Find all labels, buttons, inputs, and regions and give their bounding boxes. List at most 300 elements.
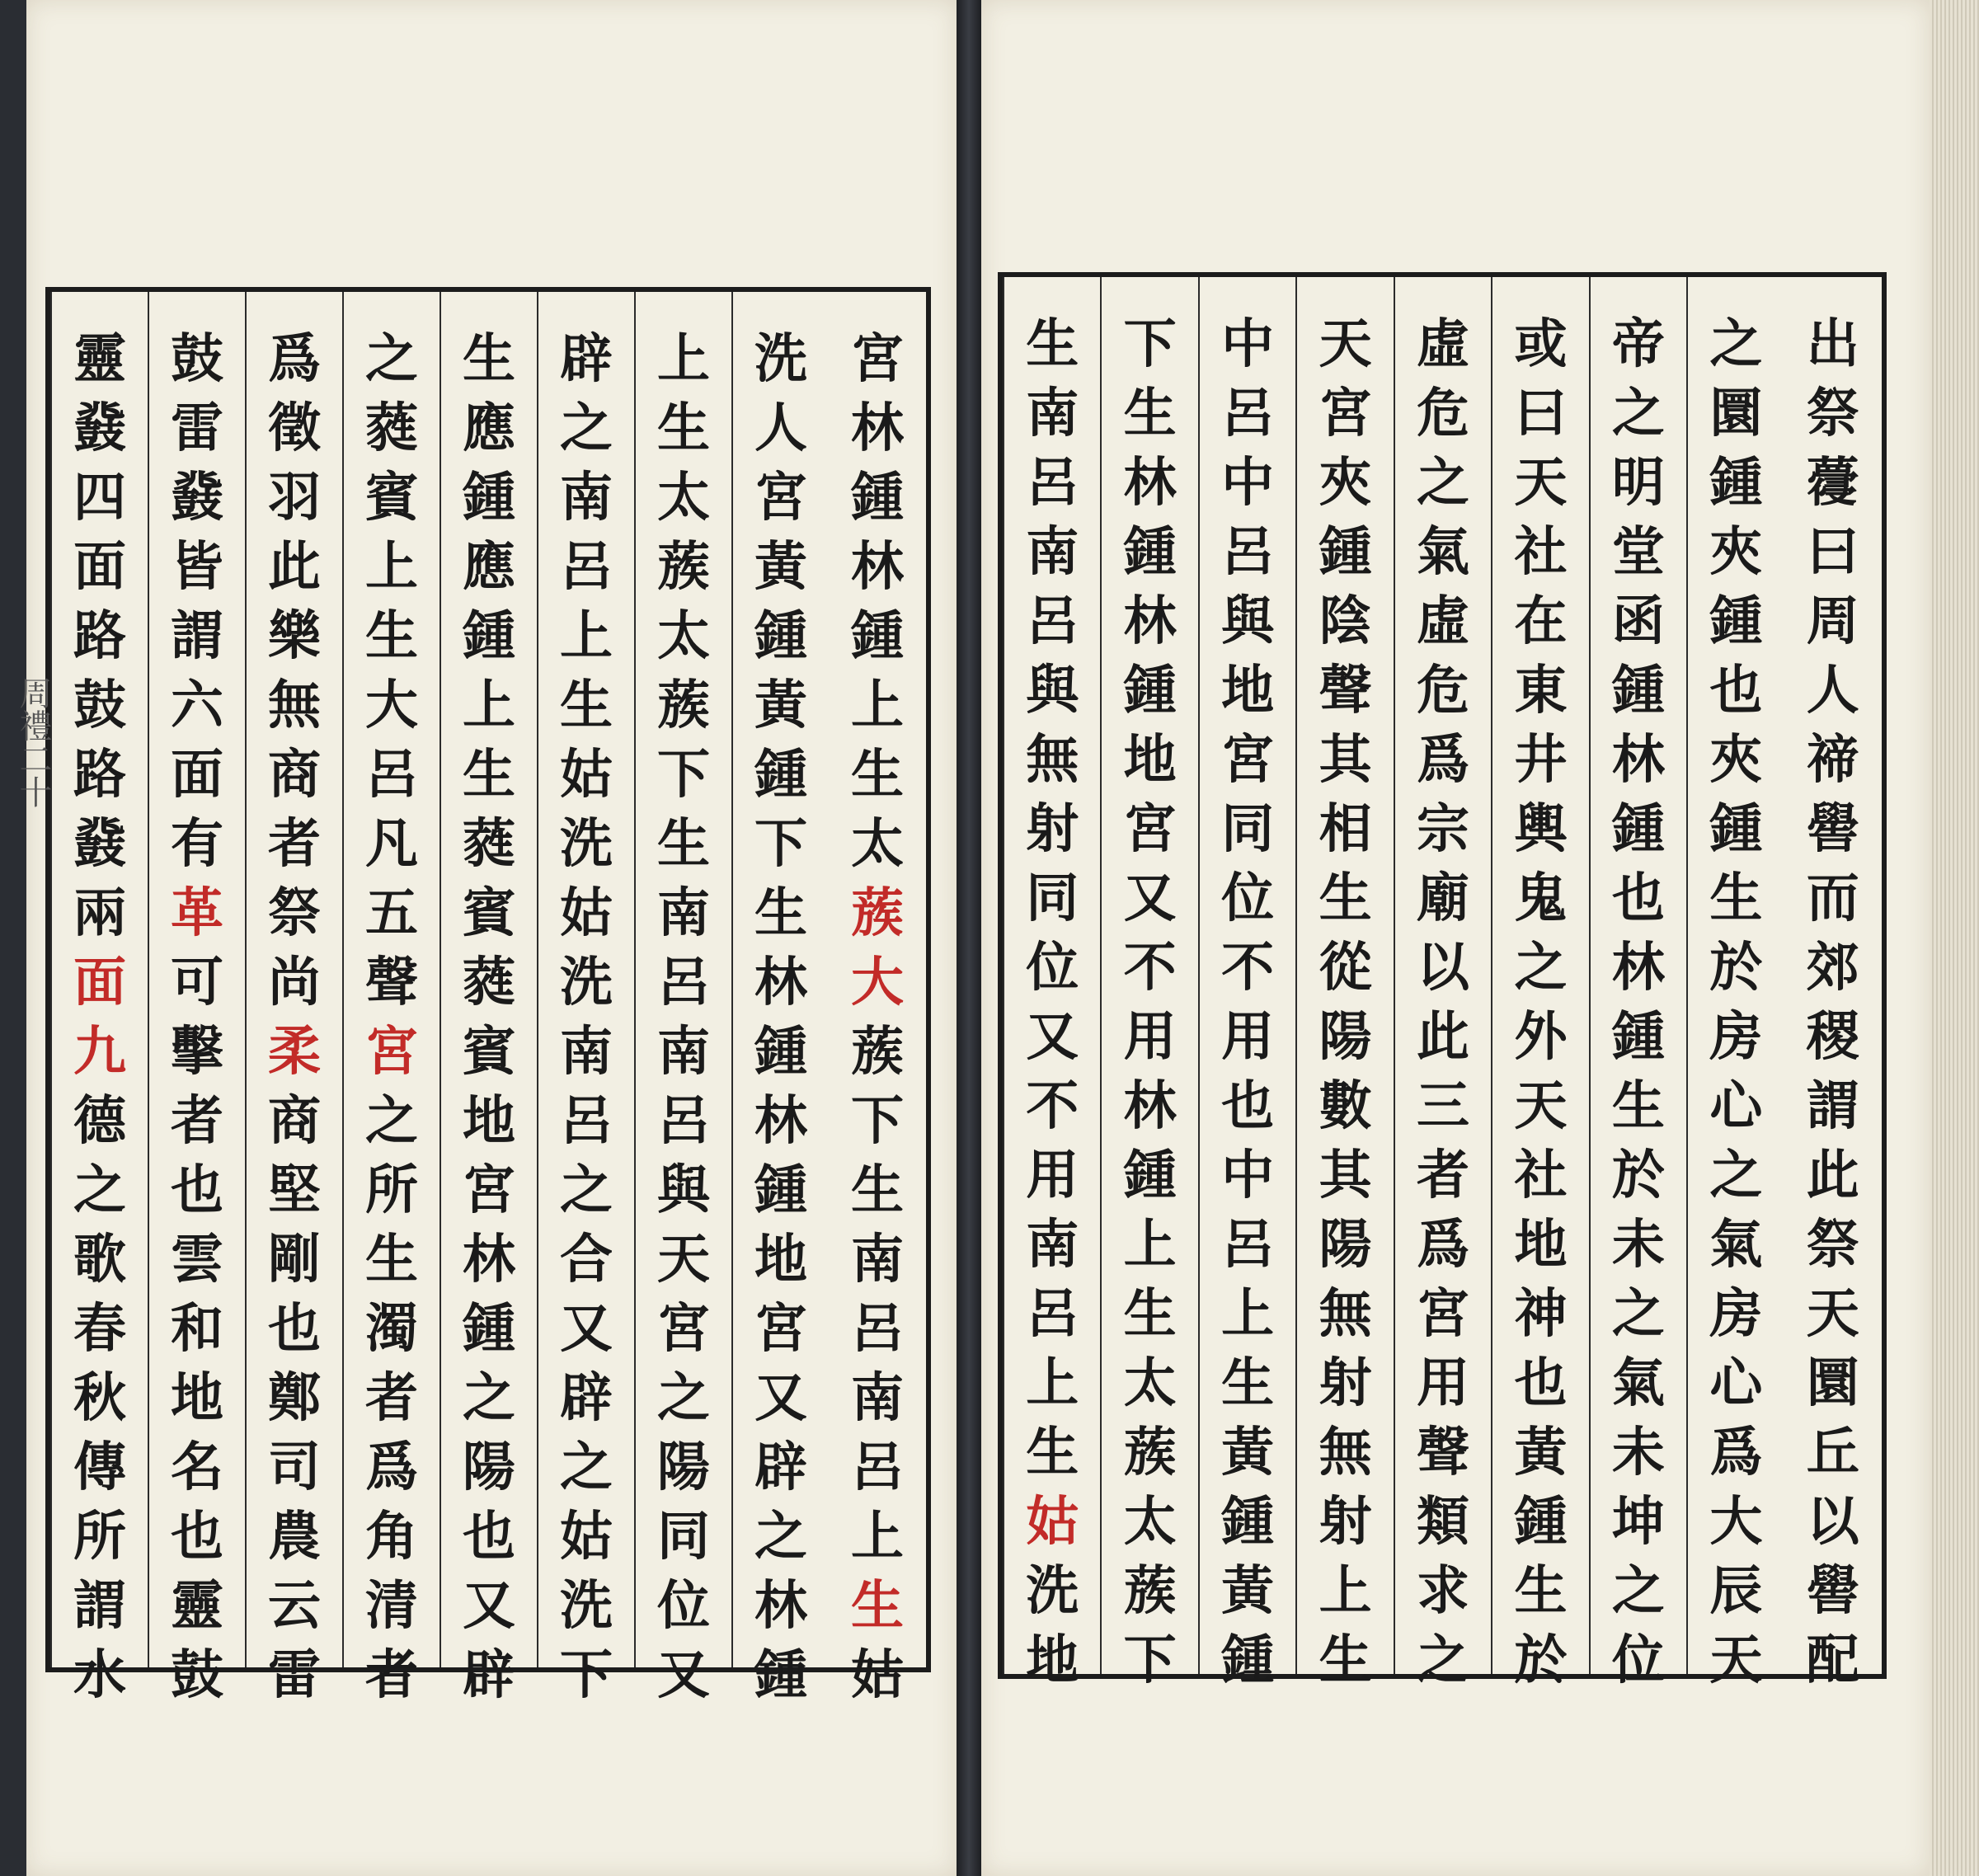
glyph: 大 [851, 952, 904, 1013]
glyph: 堂 [1611, 521, 1665, 583]
margin-label: 周禮二十 [14, 676, 52, 808]
glyph: 射 [1026, 798, 1079, 860]
glyph: 郊 [1806, 937, 1859, 999]
glyph: 無 [1026, 729, 1079, 791]
glyph: 井 [1514, 729, 1568, 791]
glyph: 用 [1123, 1006, 1177, 1068]
glyph: 四 [73, 467, 126, 529]
glyph: 外 [1514, 1006, 1568, 1068]
glyph: 與 [1026, 660, 1079, 722]
glyph: 生 [851, 1159, 904, 1221]
glyph: 社 [1514, 521, 1568, 583]
glyph: 辟 [560, 1367, 613, 1429]
glyph: 上 [1026, 1352, 1079, 1414]
glyph: 洗 [560, 952, 613, 1013]
glyph: 宮 [1417, 1283, 1470, 1345]
glyph: 陽 [657, 1436, 710, 1498]
glyph: 者 [365, 1644, 418, 1706]
glyph: 面 [171, 744, 223, 806]
glyph: 鬼 [1514, 867, 1568, 929]
glyph: 下 [657, 744, 710, 806]
text-column [1003, 277, 1100, 1691]
glyph: 呂 [365, 744, 418, 806]
glyph: 呂 [1026, 590, 1079, 652]
text-column [1784, 277, 1882, 1691]
glyph: 生 [1709, 867, 1763, 929]
glyph: 呂 [1221, 1214, 1275, 1276]
glyph: 陽 [463, 1436, 515, 1498]
glyph: 坤 [1611, 1491, 1665, 1553]
glyph: 面 [73, 536, 126, 598]
glyph: 位 [1221, 867, 1275, 929]
glyph: 之 [73, 1159, 126, 1221]
glyph: 司 [268, 1436, 321, 1498]
glyph: 之 [754, 1506, 807, 1568]
glyph: 樂 [268, 605, 321, 667]
glyph: 危 [1417, 383, 1470, 444]
glyph: 南 [657, 882, 710, 944]
glyph: 用 [1026, 1145, 1079, 1206]
glyph: 黃 [754, 536, 807, 598]
glyph: 呂 [851, 1436, 904, 1498]
glyph: 南 [1026, 521, 1079, 583]
text-column [829, 292, 926, 1706]
glyph: 地 [1514, 1214, 1568, 1276]
glyph: 下 [1123, 1629, 1177, 1691]
glyph: 歌 [73, 1229, 126, 1291]
glyph: 也 [1709, 660, 1763, 722]
glyph: 賓 [365, 467, 418, 529]
glyph: 以 [1806, 1491, 1859, 1553]
glyph: 和 [171, 1298, 223, 1360]
glyph: 生 [1221, 1352, 1275, 1414]
glyph: 生 [365, 1229, 418, 1291]
glyph: 擊 [171, 1021, 223, 1083]
glyph: 夾 [1709, 729, 1763, 791]
glyph: 鍾 [851, 467, 904, 529]
glyph: 上 [851, 675, 904, 736]
glyph: 稷 [1806, 1006, 1859, 1068]
glyph: 宮 [365, 1021, 418, 1083]
glyph: 之 [560, 1159, 613, 1221]
glyph: 名 [171, 1436, 223, 1498]
glyph: 不 [1123, 937, 1177, 999]
glyph: 之 [1417, 452, 1470, 514]
glyph: 下 [1123, 313, 1177, 375]
glyph: 大 [1709, 1491, 1763, 1553]
glyph: 輿 [1514, 798, 1568, 860]
glyph: 蕤 [463, 813, 515, 875]
glyph: 太 [851, 813, 904, 875]
glyph: 天 [1319, 313, 1372, 375]
text-column [1295, 277, 1393, 1691]
glyph: 尚 [268, 952, 321, 1013]
glyph: 林 [1611, 729, 1665, 791]
glyph: 生 [657, 397, 710, 459]
glyph: 上 [1221, 1283, 1275, 1345]
glyph: 太 [657, 605, 710, 667]
glyph: 謂 [171, 605, 223, 667]
glyph: 神 [1514, 1283, 1568, 1345]
text-column [1100, 277, 1197, 1691]
glyph: 者 [1417, 1145, 1470, 1206]
glyph: 射 [1319, 1491, 1372, 1553]
glyph: 宮 [754, 467, 807, 529]
glyph: 生 [1319, 867, 1372, 929]
glyph: 商 [268, 744, 321, 806]
text-column [148, 292, 245, 1706]
glyph: 周 [1806, 590, 1859, 652]
text-column [50, 292, 148, 1706]
text-column [731, 292, 829, 1706]
text-column [440, 292, 537, 1706]
glyph: 圜 [1806, 1352, 1859, 1414]
glyph: 辟 [560, 328, 613, 390]
glyph: 之 [1709, 313, 1763, 375]
glyph: 太 [1123, 1491, 1177, 1553]
glyph: 之 [1514, 937, 1568, 999]
glyph: 水 [73, 1644, 126, 1706]
glyph: 呂 [560, 1090, 613, 1152]
glyph: 丘 [1806, 1422, 1859, 1483]
glyph: 天 [1514, 452, 1568, 514]
glyph: 也 [268, 1298, 321, 1360]
glyph: 鼓 [171, 328, 223, 390]
glyph: 應 [463, 397, 515, 459]
glyph: 南 [1026, 1214, 1079, 1276]
glyph: 天 [1709, 1629, 1763, 1691]
glyph: 宮 [1221, 729, 1275, 791]
glyph: 地 [171, 1367, 223, 1429]
glyph: 於 [1611, 1145, 1665, 1206]
glyph: 蕤 [463, 952, 515, 1013]
glyph: 凡 [365, 813, 418, 875]
glyph: 鍾 [463, 1298, 515, 1360]
glyph: 未 [1611, 1214, 1665, 1276]
glyph: 林 [1611, 937, 1665, 999]
glyph: 六 [171, 675, 223, 736]
glyph: 夾 [1319, 452, 1372, 514]
glyph: 同 [1026, 867, 1079, 929]
glyph: 下 [560, 1644, 613, 1706]
glyph: 爲 [1417, 1214, 1470, 1276]
glyph: 也 [171, 1159, 223, 1221]
glyph: 函 [1611, 590, 1665, 652]
glyph: 之 [657, 1367, 710, 1429]
glyph: 無 [1319, 1283, 1372, 1345]
glyph: 用 [1417, 1352, 1470, 1414]
glyph: 鍾 [754, 605, 807, 667]
glyph: 者 [268, 813, 321, 875]
glyph: 生 [1026, 313, 1079, 375]
glyph: 辟 [754, 1436, 807, 1498]
glyph: 應 [463, 536, 515, 598]
text-column [1686, 277, 1784, 1691]
glyph: 角 [365, 1506, 418, 1568]
glyph: 鼗 [73, 397, 126, 459]
glyph: 求 [1417, 1560, 1470, 1622]
text-column [537, 292, 634, 1706]
glyph: 也 [463, 1506, 515, 1568]
glyph: 氣 [1709, 1214, 1763, 1276]
glyph: 面 [73, 952, 126, 1013]
glyph: 鍾 [754, 744, 807, 806]
glyph: 或 [1514, 313, 1568, 375]
glyph: 祭 [1806, 383, 1859, 444]
page-edge [1930, 0, 1979, 1876]
glyph: 宮 [657, 1298, 710, 1360]
glyph: 蔟 [851, 882, 904, 944]
glyph: 陽 [1319, 1214, 1372, 1276]
glyph: 賓 [463, 1021, 515, 1083]
glyph: 姑 [560, 744, 613, 806]
glyph: 下 [754, 813, 807, 875]
glyph: 鍾 [463, 605, 515, 667]
glyph: 也 [1611, 867, 1665, 929]
glyph: 呂 [1221, 521, 1275, 583]
glyph: 此 [268, 536, 321, 598]
glyph: 嚳 [1806, 798, 1859, 860]
glyph: 生 [1319, 1629, 1372, 1691]
glyph: 生 [754, 882, 807, 944]
glyph: 虛 [1417, 590, 1470, 652]
glyph: 春 [73, 1298, 126, 1360]
glyph: 洗 [1026, 1560, 1079, 1622]
glyph: 蔟 [851, 1021, 904, 1083]
glyph: 上 [365, 536, 418, 598]
glyph: 不 [1026, 1075, 1079, 1137]
glyph: 鄭 [268, 1367, 321, 1429]
glyph: 天 [1806, 1283, 1859, 1345]
glyph: 之 [365, 1090, 418, 1152]
glyph: 鍾 [1319, 521, 1372, 583]
glyph: 配 [1806, 1629, 1859, 1691]
glyph: 鍾 [1123, 521, 1177, 583]
glyph: 地 [1026, 1629, 1079, 1691]
glyph: 南 [560, 467, 613, 529]
glyph: 數 [1319, 1075, 1372, 1137]
glyph: 心 [1709, 1352, 1763, 1414]
glyph: 之 [463, 1367, 515, 1429]
glyph: 不 [1221, 937, 1275, 999]
glyph: 宮 [754, 1298, 807, 1360]
glyph: 革 [171, 882, 223, 944]
glyph: 爲 [365, 1436, 418, 1498]
glyph: 下 [851, 1090, 904, 1152]
glyph: 又 [1026, 1006, 1079, 1068]
glyph: 林 [463, 1229, 515, 1291]
glyph: 呂 [1221, 383, 1275, 444]
glyph: 位 [1611, 1629, 1665, 1691]
glyph: 宮 [463, 1159, 515, 1221]
glyph: 上 [1123, 1214, 1177, 1276]
glyph: 又 [754, 1367, 807, 1429]
glyph: 氣 [1417, 521, 1470, 583]
glyph: 謂 [73, 1575, 126, 1637]
glyph: 鼗 [73, 813, 126, 875]
glyph: 之 [1611, 1283, 1665, 1345]
glyph: 人 [1806, 660, 1859, 722]
glyph: 位 [1026, 937, 1079, 999]
glyph: 生 [1611, 1075, 1665, 1137]
glyph: 也 [1514, 1352, 1568, 1414]
glyph: 秋 [73, 1367, 126, 1429]
glyph: 生 [1123, 383, 1177, 444]
glyph: 同 [1221, 798, 1275, 860]
glyph: 未 [1611, 1422, 1665, 1483]
glyph: 之 [1417, 1629, 1470, 1691]
glyph: 此 [1806, 1145, 1859, 1206]
glyph: 鍾 [1221, 1629, 1275, 1691]
glyph: 太 [657, 467, 710, 529]
glyph: 而 [1806, 867, 1859, 929]
glyph: 傳 [73, 1436, 126, 1498]
glyph: 祭 [1806, 1214, 1859, 1276]
glyph: 與 [1221, 590, 1275, 652]
glyph: 謂 [1806, 1075, 1859, 1137]
glyph: 黃 [1514, 1422, 1568, 1483]
glyph: 賓 [463, 882, 515, 944]
glyph: 中 [1221, 313, 1275, 375]
glyph: 雷 [171, 397, 223, 459]
glyph: 云 [268, 1575, 321, 1637]
glyph: 爲 [1709, 1422, 1763, 1483]
glyph: 黃 [1221, 1560, 1275, 1622]
glyph: 生 [1026, 1422, 1079, 1483]
glyph: 五 [365, 882, 418, 944]
glyph: 天 [657, 1229, 710, 1291]
left-text-frame [45, 287, 931, 1706]
glyph: 林 [1123, 1075, 1177, 1137]
glyph: 同 [657, 1506, 710, 1568]
glyph: 農 [268, 1506, 321, 1568]
glyph: 此 [1417, 1006, 1470, 1068]
glyph: 姑 [851, 1644, 904, 1706]
glyph: 者 [365, 1367, 418, 1429]
glyph: 辟 [463, 1644, 515, 1706]
glyph: 鼓 [171, 1644, 223, 1706]
text-column [342, 292, 440, 1706]
glyph: 鍾 [754, 1021, 807, 1083]
glyph: 上 [560, 605, 613, 667]
glyph: 南 [657, 1021, 710, 1083]
glyph: 清 [365, 1575, 418, 1637]
glyph: 圜 [1709, 383, 1763, 444]
glyph: 房 [1709, 1006, 1763, 1068]
glyph: 剛 [268, 1229, 321, 1291]
glyph: 生 [851, 744, 904, 806]
glyph: 路 [73, 605, 126, 667]
glyph: 爲 [268, 328, 321, 390]
glyph: 林 [754, 1575, 807, 1637]
glyph: 帝 [1611, 313, 1665, 375]
glyph: 爲 [1417, 729, 1470, 791]
glyph: 之 [365, 328, 418, 390]
glyph: 南 [851, 1229, 904, 1291]
glyph: 洗 [754, 328, 807, 390]
glyph: 又 [1123, 867, 1177, 929]
glyph: 虛 [1417, 313, 1470, 375]
glyph: 又 [657, 1644, 710, 1706]
glyph: 鍾 [1123, 1145, 1177, 1206]
glyph: 從 [1319, 937, 1372, 999]
glyph: 宗 [1417, 798, 1470, 860]
glyph: 洗 [560, 813, 613, 875]
glyph: 與 [657, 1159, 710, 1221]
glyph: 呂 [1026, 1283, 1079, 1345]
glyph: 天 [1514, 1075, 1568, 1137]
glyph: 東 [1514, 660, 1568, 722]
text-column [245, 292, 342, 1706]
glyph: 之 [1709, 1145, 1763, 1206]
glyph: 又 [463, 1575, 515, 1637]
glyph: 也 [171, 1506, 223, 1568]
glyph: 姑 [560, 882, 613, 944]
glyph: 祭 [268, 882, 321, 944]
text-column [1589, 277, 1686, 1691]
glyph: 於 [1514, 1629, 1568, 1691]
glyph: 地 [463, 1090, 515, 1152]
glyph: 蔟 [657, 536, 710, 598]
glyph: 其 [1319, 1145, 1372, 1206]
glyph: 有 [171, 813, 223, 875]
glyph: 無 [1319, 1422, 1372, 1483]
glyph: 鍾 [1709, 798, 1763, 860]
glyph: 林 [1123, 452, 1177, 514]
text-column [1394, 277, 1491, 1691]
glyph: 之 [560, 397, 613, 459]
glyph: 宮 [1123, 798, 1177, 860]
glyph: 廟 [1417, 867, 1470, 929]
glyph: 商 [268, 1090, 321, 1152]
glyph: 鍾 [851, 605, 904, 667]
glyph: 中 [1221, 452, 1275, 514]
glyph: 合 [560, 1229, 613, 1291]
glyph: 地 [754, 1229, 807, 1291]
glyph: 呂 [657, 952, 710, 1013]
text-column [634, 292, 731, 1706]
glyph: 鼗 [171, 467, 223, 529]
glyph: 林 [754, 1090, 807, 1152]
glyph: 所 [365, 1159, 418, 1221]
glyph: 林 [851, 536, 904, 598]
glyph: 生 [463, 744, 515, 806]
glyph: 宮 [1319, 383, 1372, 444]
book-spine [957, 0, 981, 1876]
glyph: 禘 [1806, 729, 1859, 791]
glyph: 陰 [1319, 590, 1372, 652]
glyph: 明 [1611, 452, 1665, 514]
glyph: 生 [851, 1575, 904, 1637]
glyph: 兩 [73, 882, 126, 944]
glyph: 上 [851, 1506, 904, 1568]
glyph: 心 [1709, 1075, 1763, 1137]
glyph: 鍾 [1709, 452, 1763, 514]
glyph: 所 [73, 1506, 126, 1568]
glyph: 姑 [1026, 1491, 1079, 1553]
glyph: 靈 [73, 328, 126, 390]
glyph: 九 [73, 1021, 126, 1083]
glyph: 蘉 [1806, 452, 1859, 514]
glyph: 上 [463, 675, 515, 736]
glyph: 大 [365, 675, 418, 736]
glyph: 出 [1806, 313, 1859, 375]
glyph: 可 [171, 952, 223, 1013]
glyph: 位 [657, 1575, 710, 1637]
glyph: 生 [463, 328, 515, 390]
glyph: 宮 [851, 328, 904, 390]
glyph: 危 [1417, 660, 1470, 722]
